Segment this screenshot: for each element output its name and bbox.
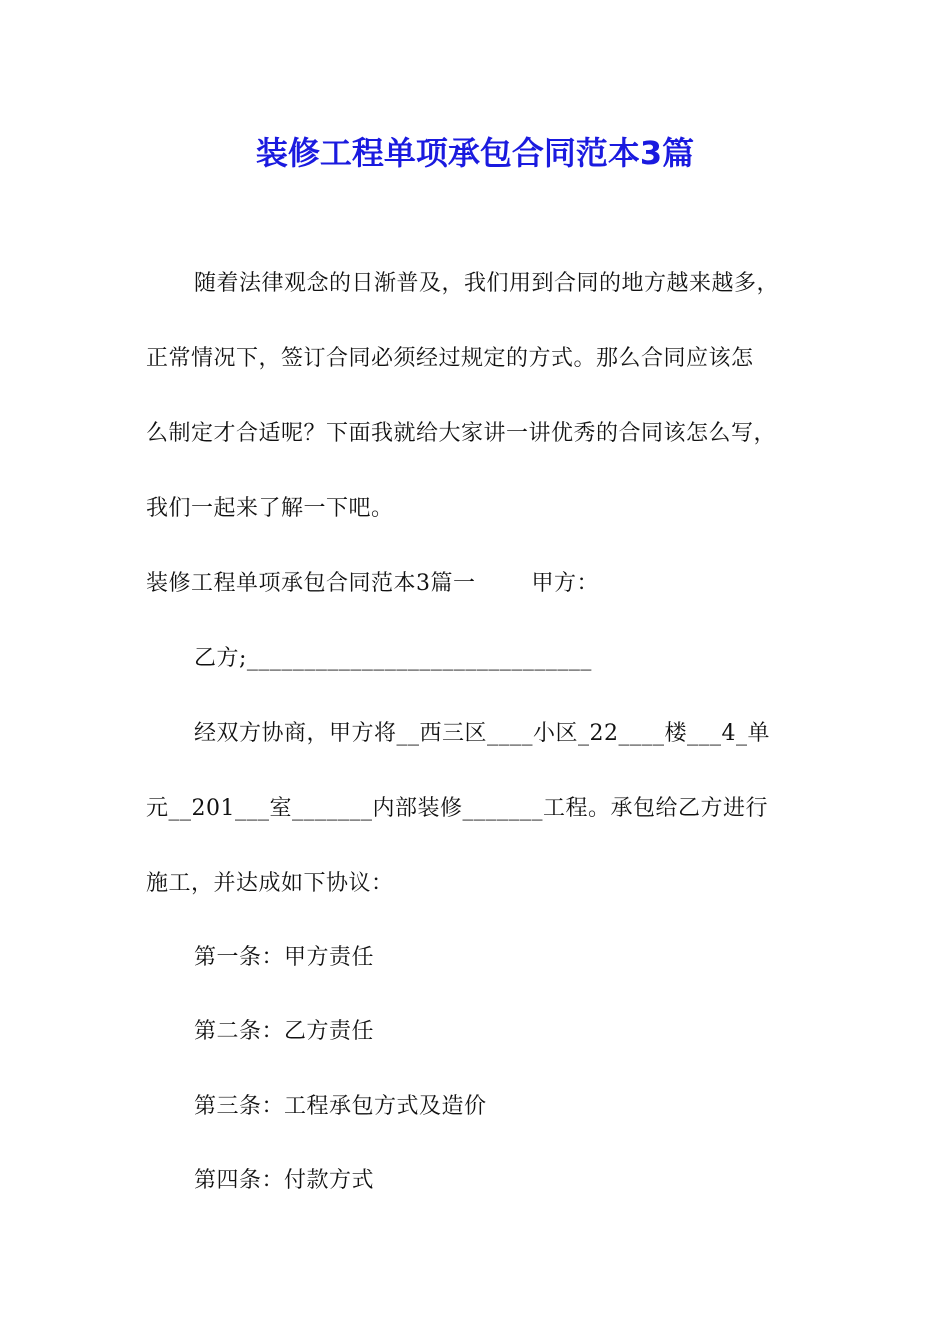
section-heading: 装修工程单项承包合同范本3篇一	[146, 571, 476, 596]
intro-line-2: 正常情况下，签订合同必须经过规定的方式。那么合同应该怎	[146, 346, 754, 371]
agreement-line-3: 施工，并达成如下协议：	[146, 871, 394, 896]
article-4: 第四条：付款方式	[194, 1168, 375, 1193]
intro-line-1: 随着法律观念的日渐普及，我们用到合同的地方越来越多，	[194, 271, 780, 296]
article-3: 第三条：工程承包方式及造价	[194, 1094, 487, 1119]
party-a-label: 甲方：	[531, 571, 600, 596]
document-title: 装修工程单项承包合同范本3篇	[255, 134, 695, 172]
article-1: 第一条：甲方责任	[194, 945, 375, 970]
party-b-line: 乙方;______________________________	[194, 646, 592, 671]
section-heading-row	[146, 566, 826, 602]
intro-line-4: 我们一起来了解一下吧。	[146, 496, 394, 521]
agreement-line-2: 元__201___室_______内部装修_______工程。承包给乙方进行	[146, 796, 768, 821]
article-2: 第二条：乙方责任	[194, 1019, 375, 1044]
intro-line-3: 么制定才合适呢？下面我就给大家讲一讲优秀的合同该怎么写，	[146, 421, 777, 446]
agreement-line-1: 经双方协商，甲方将__西三区____小区_22____楼___4_单	[194, 721, 770, 746]
